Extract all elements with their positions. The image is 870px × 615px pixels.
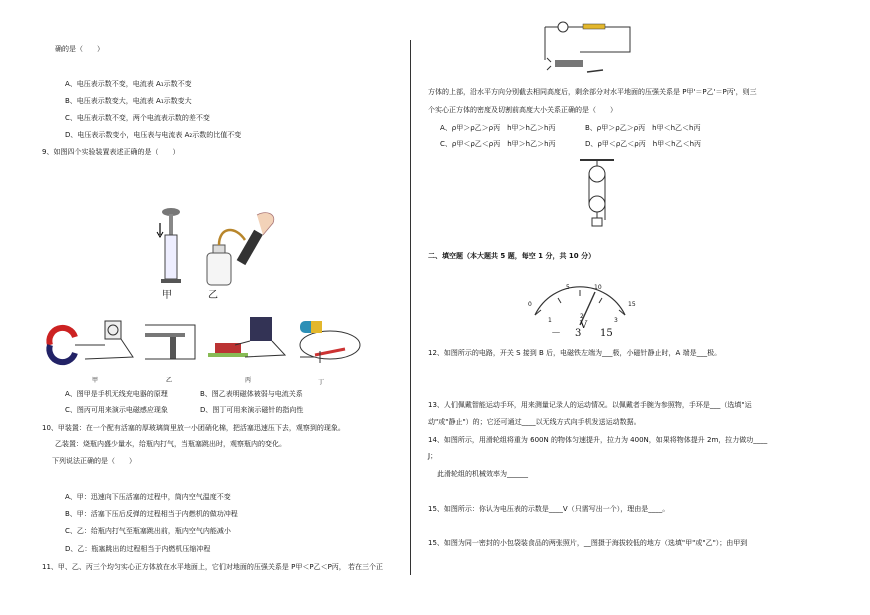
q9-option-d: D、图丁可用来演示磁针的指向性 xyxy=(200,406,304,414)
q11-cont-line-1: 方体的上部，沿水平方向分别截去相同高度后，剩余部分对水平地面的压强关系是 P甲'＝P乙'＝P丙'，则三 xyxy=(428,88,757,96)
q14-unit-j: J； xyxy=(428,452,438,460)
q14-efficiency: 此滑轮组的机械效率为______ xyxy=(437,470,528,478)
figure4-label-bing: 丙 xyxy=(245,377,252,384)
meter-sub-3: 3 xyxy=(614,317,618,324)
q14-stem: 14、如图所示，用滑轮组将重为 600N 的物体匀速提升，拉力为 400N，如果将物体提升 2m，拉力做功____ xyxy=(428,436,768,444)
q9-option-c: C、图丙可用来演示电磁感应现象 xyxy=(65,406,168,414)
q13-line-2: 动"或"静止"）的；它还可通过____以无线方式向手机发送运动数据。 xyxy=(428,418,641,426)
q10-option-d: D、乙：瓶塞跳出的过程相当于内燃机压缩冲程 xyxy=(65,545,211,553)
figure-label-jia: 甲 xyxy=(162,290,172,301)
q9-stem: 9、如图四个实验装置表述正确的是（ ） xyxy=(42,148,180,156)
q11-option-a: A、ρ甲＞ρ乙＞ρ丙 h甲＞h乙＞h丙 xyxy=(440,124,556,132)
meter-sub-1: 1 xyxy=(548,317,552,324)
meter-tick-15: 15 xyxy=(628,301,636,308)
q10-option-b: B、甲：活塞下压后反弹的过程相当于内燃机的做功冲程 xyxy=(65,510,238,518)
figure4-label-yi: 乙 xyxy=(166,377,173,384)
q13-line-1: 13、人们佩戴智能运动手环，用来测量记录人的运动情况。以佩戴者手腕为参照物，手环是___（选填"运 xyxy=(428,401,752,409)
q8-option-a: A、电压表示数不变，电流表 A₁示数不变 xyxy=(65,80,192,88)
q8-option-c: C、电压表示数不变，两个电流表示数的差不变 xyxy=(65,114,210,122)
meter-sub-2: 2 xyxy=(580,313,584,320)
q10-option-c: C、乙：给瓶内打气至瓶塞跳出前，瓶内空气内能减小 xyxy=(65,527,231,535)
figure4-label-jia: 甲 xyxy=(92,377,99,384)
q8-option-b: B、电压表示数变大，电流表 A₁示数变大 xyxy=(65,97,192,105)
q12-circuit-figure xyxy=(545,22,635,77)
q10-line-1: 10、甲装置：在一个配有活塞的厚玻璃筒里放一小团硝化棉，把活塞迅速压下去，观察到的现象。 xyxy=(42,424,345,432)
meter-tick-10: 10 xyxy=(594,284,602,291)
q11-option-d: D、ρ甲＜ρ乙＜ρ丙 h甲＜h乙＜h丙 xyxy=(585,140,702,148)
section-fill-in-heading: 二、填空题（本大题共 5 题，每空 1 分，共 10 分） xyxy=(428,252,596,260)
q8-option-d: D、电压表示数变小，电压表与电流表 A₂示数的比值不变 xyxy=(65,131,242,139)
q15-food-bag-stem: 15、如图为同一密封的小包袋装食品的两张照片，__图摄于海拔较低的地方（选填"甲"或"乙"）；由甲到 xyxy=(428,539,748,547)
q14-pulley-figure xyxy=(578,158,618,230)
column-divider xyxy=(410,40,411,575)
q11-option-b: B、ρ甲＞ρ乙＞ρ丙 h甲＜h乙＜h丙 xyxy=(585,124,701,132)
q15-voltmeter-stem: 15、如图所示：你认为电压表的示数是____V（只需写出一个），理由是____。 xyxy=(428,505,670,513)
meter-terminal-15: 15 xyxy=(600,328,613,339)
meter-terminal-3: 3 xyxy=(575,328,582,339)
meter-tick-5: 5 xyxy=(566,284,570,291)
q11-cont-line-2: 个实心正方体的密度及切割前高度大小关系正确的是（ ） xyxy=(428,106,617,114)
q9-option-b: B、图乙表明磁体被弱与电流关系 xyxy=(200,390,303,398)
q12-stem: 12、如图所示的电路，开关 S 接到 B 后，电磁铁左端为___极，小磁针静止时，A 端是___极。 xyxy=(428,349,722,357)
q11-option-c: C、ρ甲＜ρ乙＜ρ丙 h甲＞h乙＞h丙 xyxy=(440,140,556,148)
q9-option-a: A、图甲是手机无线充电器的原理 xyxy=(65,390,168,398)
meter-tick-0: 0 xyxy=(528,301,532,308)
q10-line-2: 乙装置：烧瓶内盛少量水，给瓶内打气，当瓶塞跳出时，观察瓶内的变化。 xyxy=(55,440,286,448)
q10-option-a: A、甲：迅速向下压活塞的过程中，筒内空气温度不变 xyxy=(65,493,231,501)
figure-label-yi: 乙 xyxy=(208,290,218,301)
question-intro: 确的是（ ） xyxy=(55,45,104,53)
figure4-label-ding: 丁 xyxy=(318,379,325,386)
q9-experiment-figures xyxy=(45,315,365,375)
q11-stem: 11、甲、乙、丙三个均匀实心正方体放在水平地面上，它们对地面的压强关系是 P甲＜P乙＜P丙， 若在三个正 xyxy=(42,563,384,571)
meter-terminal-minus: － xyxy=(551,328,561,339)
meter-unit: V xyxy=(580,320,588,331)
q10-line-3: 下列说法正确的是（ ） xyxy=(52,457,136,465)
